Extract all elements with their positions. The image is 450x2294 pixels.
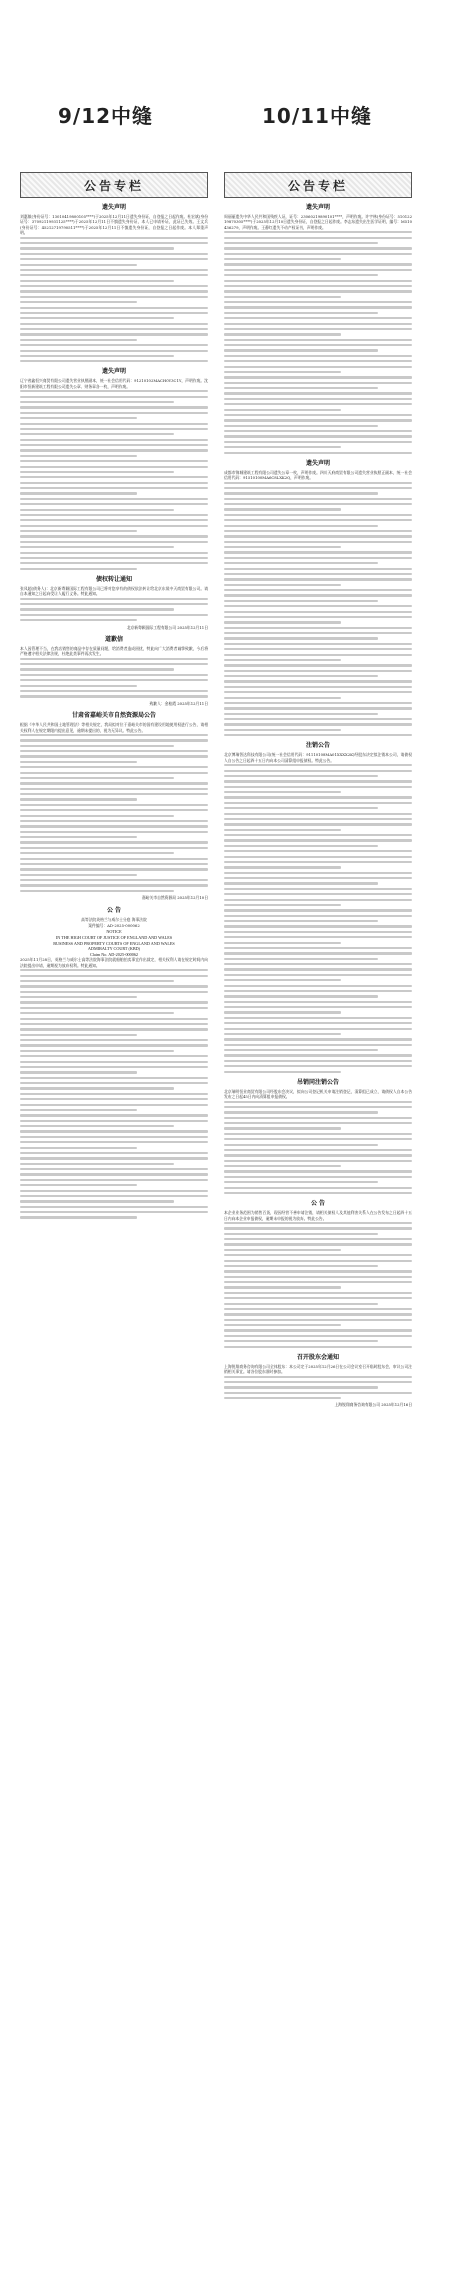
text-block — [224, 1222, 412, 1348]
notice-heading: 吊销同注销公告 — [296, 1078, 339, 1086]
right-fold-date: 10/11中缝 — [262, 104, 372, 128]
notice-text: 本企业业务范围为销售百货，现因经营不善申请注销，请相关债权人及其他利害关系人在公告发布之日起四十五日内向本企业申报债权，逾期未申报的视为放弃。特此公告。 — [224, 1210, 412, 1221]
text-block — [20, 969, 208, 1218]
notice-signature: 致歉人：金桂霞 2025年12月11日 — [149, 700, 208, 706]
notice-body — [224, 1364, 412, 1375]
notice-heading: 公 告 — [106, 906, 122, 914]
notice-body — [20, 586, 208, 597]
notice-heading: 债权转让通知 — [95, 575, 132, 583]
text-block — [20, 734, 208, 892]
notice-text: 张凤超(债务人)：北京新粤颖国际工程有限公司已将对您享有的债权依法转让给北京东晟中天商贸有限公司。请自本通知之日起向受让人履行义务。特此通知。 — [20, 585, 208, 597]
notice-body — [20, 214, 208, 236]
english-notice — [20, 929, 208, 957]
notice-body — [20, 722, 208, 733]
text-block — [224, 231, 412, 454]
text-block — [224, 764, 412, 1073]
notice-heading: 遗失声明 — [101, 204, 126, 211]
left-fold-date: 9/12中缝 — [58, 104, 154, 128]
text-block — [20, 237, 208, 363]
notice-text: 辽宁省鑫恒兴商贸有限公司遗失营业执照副本，统一社会信用代码：91210102MACH0Y3C1Y，声明作废。沈阳市恒新建筑工程有限公司遗失公章、财务章各一枚，声明作废。 — [20, 378, 208, 389]
notice-heading: 道歉信 — [104, 635, 123, 643]
notice-heading: 遗失声明 — [305, 459, 330, 467]
notice-body — [20, 378, 208, 389]
notice-text: 上海锐翔商务咨询有限公司全体股东：本公司定于2025年12月26日在公司会议室召开临时股东会，审议公司注销相关事宜。请各位股东准时参加。 — [224, 1363, 412, 1375]
notice-heading: 召开股东会通知 — [296, 1353, 339, 1361]
notice-text: 北京瑞明恒业商贸有限公司经股东会决议，拟向公司登记机关申请注销登记，清算组已成立，请债权人自本公告发布之日起45日内向清算组申报债权。 — [224, 1088, 412, 1100]
english-line: Claim No. AD-2025-000062 — [89, 951, 139, 957]
page-header — [0, 0, 450, 172]
notice-body — [224, 752, 412, 763]
notice-heading: 遗失声明 — [305, 204, 330, 211]
notice-body — [224, 1089, 412, 1100]
text-block — [20, 658, 208, 698]
court-heading-text: 高等法院英格兰与威尔士分庭 海事法院 — [81, 916, 147, 922]
notice-signature: 北京新粤颖国际工程有限公司 2025年12月11日 — [126, 624, 208, 630]
right-column — [224, 172, 412, 2092]
notice-signature: 嘉峪关市自然资源局 2025年12月10日 — [141, 895, 208, 901]
right-column-title: 公告专栏 — [224, 172, 412, 198]
notice-heading: 甘肃省嘉峪关市自然资源局公告 — [71, 712, 156, 720]
text-block — [224, 482, 412, 737]
court-claim-text: 案件编号：AD-2025-000062 — [88, 923, 140, 928]
notice-signature: 上海锐翔商务咨询有限公司 2025年12月16日 — [334, 1402, 412, 1408]
notice-text: 刘惠敏(身份证号：13010419800105****)于2025年12月11日遗失身份证，自登报之日起作废。杜宏斌(身份证号：37092119931125****)于2025年12月11日不慎遗失身份证，本人已申请补证，此证已失效。王文兵(身份证号：45212719790511****)于2025年12月11日不慎遗失身份证，自登报之日起作废。本人郑重声明。 — [20, 214, 208, 236]
notice-heading: 注销公告 — [305, 742, 330, 750]
notice-heading: 遗失声明 — [101, 368, 126, 376]
notice-body — [20, 957, 208, 968]
text-block — [20, 598, 208, 622]
notice-text: 周丽丽遗失中华人民共和国残疾人证，证号：23060219890101****，声明作废。许宇林(身份证号：51012219870305****)于2025年12月10日遗失身份证，自登报之日起作废。李志东遗失出生医学证明，编号：M510436279，声明作废。王静红遗失不动产权证书，声明作废。 — [224, 214, 412, 230]
notice-body — [224, 470, 412, 481]
notice-heading: 公 告 — [310, 1200, 326, 1208]
english-line: NOTICE — [106, 929, 122, 935]
notice-text: 北京博瑞智达科技有限公司(统一社会信用代码：91110108MA01XXXX2K)经股东决定拟注销本公司，请债权人自公告之日起四十五日内向本公司清算组申报债权。特此公告。 — [224, 752, 412, 763]
english-line: IN THE HIGH COURT OF JUSTICE OF ENGLAND AND WALES — [55, 935, 173, 940]
notice-text: 本人因管理不当，在我店销售的商品中存在质量问题，给消费者造成困扰，特此向广大消费者诚挚致歉，今后将严格遵守相关法律法规，杜绝此类事件再次发生。 — [20, 645, 208, 657]
text-block — [20, 390, 208, 570]
notice-body — [20, 646, 208, 657]
notice-text: 根据《中华人民共和国土地管理法》等相关规定，我局拟对位于嘉峪关市的国有建设用地使用权进行公告，请相关权利人在规定期限内提出意见，逾期未提出的，视为无异议。特此公告。 — [20, 722, 208, 733]
text-block — [224, 1101, 412, 1195]
english-line: BUSINESS AND PROPERTY COURTS OF ENGLAND AND WALES — [53, 940, 175, 946]
english-line: ADMIRALTY COURT (KBD) — [87, 946, 141, 952]
left-column-title: 公告专栏 — [20, 172, 208, 198]
notice-body — [224, 1210, 412, 1221]
notice-text: 2025年11月28日，英格兰与威尔士高等法院海事法院就船舶拍卖事宜作出裁定，相关权利人请在规定时间内向法院提出申请，逾期视为放弃权利。特此通知。 — [20, 957, 208, 968]
court-heading — [20, 917, 208, 929]
notice-text: 成都市锦城建筑工程有限公司遗失公章一枚，声明作废。四川天府商贸有限公司遗失营业执照正副本，统一社会信用代码：91510100MA6C8LXK2Q，声明作废。 — [224, 469, 412, 481]
notice-body — [224, 214, 412, 230]
text-block — [224, 1376, 412, 1400]
left-column — [20, 172, 208, 2272]
